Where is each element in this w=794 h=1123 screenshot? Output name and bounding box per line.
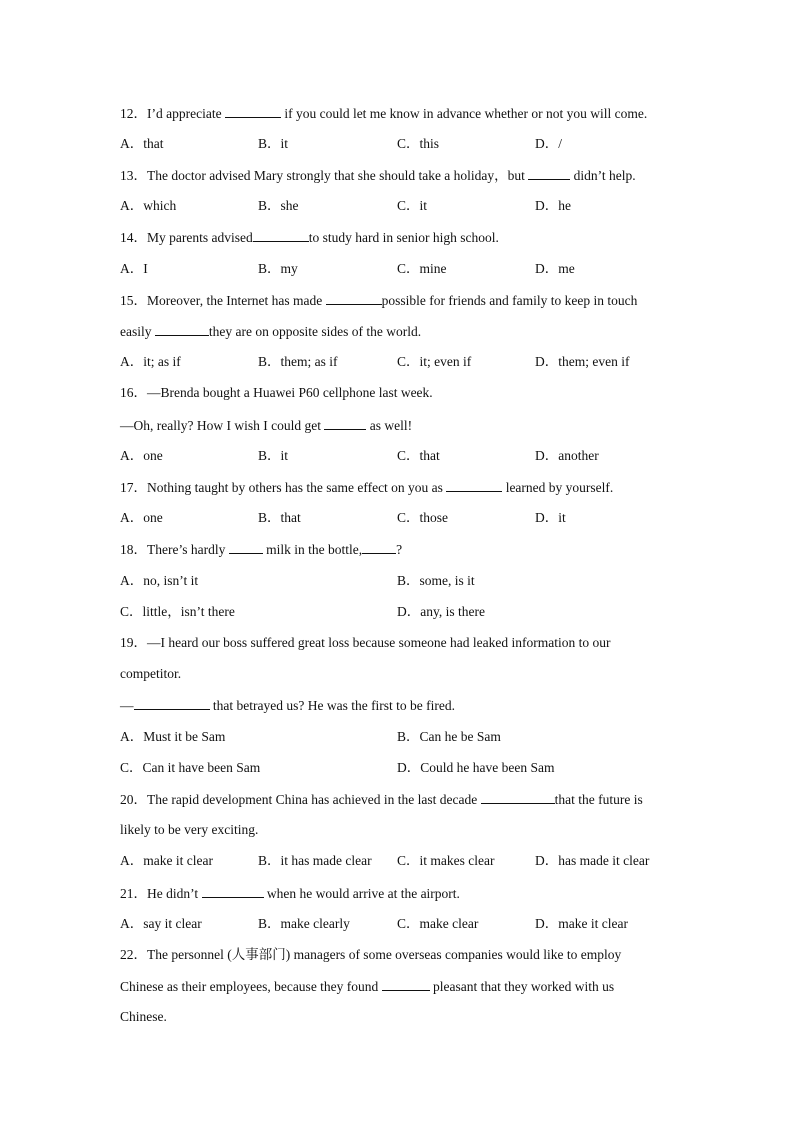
option-b: B．make clearly: [258, 916, 350, 931]
option-b: B．my: [258, 261, 298, 276]
question-16-stem-line-1: 16．—Brenda bought a Huawei P60 cellphone last week.: [120, 385, 433, 400]
option-d: D．them; even if: [535, 354, 630, 369]
option-b: B．that: [258, 510, 301, 525]
answer-blank: [225, 104, 281, 118]
question-22-stem-line-3: Chinese.: [120, 1009, 167, 1024]
question-12-stem: 12．I’d appreciate if you could let me know in advance whether or not you will come.: [120, 106, 648, 121]
question-15-stem-line-1: 15．Moreover, the Internet has made possible for friends and family to keep in touch: [120, 293, 638, 308]
option-d: D．another: [535, 448, 599, 463]
answer-blank: [481, 790, 555, 804]
option-a: A．no, isn’t it: [120, 573, 199, 588]
option-d: D．me: [535, 261, 575, 276]
option-a: A．I: [120, 261, 148, 276]
option-c: C．those: [397, 510, 449, 525]
question-21-stem: 21．He didn’t when he would arrive at the airport.: [120, 886, 460, 901]
question-19-stem-line-3: — that betrayed us? He was the first to be fired.: [120, 698, 456, 713]
answer-blank: [202, 884, 264, 898]
question-22-stem-line-2: Chinese as their employees, because they found pleasant that they worked with us: [120, 979, 615, 994]
option-c: C．this: [397, 136, 440, 151]
question-20-stem-line-2: likely to be very exciting.: [120, 822, 259, 837]
option-d: D．he: [535, 198, 571, 213]
question-20-stem-line-1: 20．The rapid development China has achieved in the last decade that the future is: [120, 792, 643, 807]
option-d: D．Could he have been Sam: [397, 760, 555, 775]
option-d: D．any, is there: [397, 604, 485, 619]
option-d: D．has made it clear: [535, 853, 650, 868]
question-18-stem: 18．There’s hardly milk in the bottle, ?: [120, 542, 403, 557]
answer-blank: [362, 540, 396, 554]
option-c: C．that: [397, 448, 440, 463]
option-c: C．make clear: [397, 916, 479, 931]
answer-blank: [324, 416, 366, 430]
answer-blank: [382, 977, 430, 991]
question-14-stem: 14．My parents advised to study hard in senior high school.: [120, 230, 499, 245]
option-a: A．it; as if: [120, 354, 181, 369]
question-15-stem-line-2: easily they are on opposite sides of the world.: [120, 324, 422, 339]
option-d: D．/: [535, 136, 562, 151]
option-d: D．make it clear: [535, 916, 628, 931]
option-a: A．that: [120, 136, 164, 151]
answer-blank: [134, 696, 210, 710]
answer-blank: [229, 540, 263, 554]
option-c: C．it makes clear: [397, 853, 495, 868]
option-b: B．them; as if: [258, 354, 338, 369]
option-a: A．one: [120, 448, 163, 463]
answer-blank: [446, 478, 502, 492]
answer-blank: [326, 291, 382, 305]
option-a: A．say it clear: [120, 916, 202, 931]
option-b: B．she: [258, 198, 299, 213]
option-d: D．it: [535, 510, 566, 525]
option-a: A．which: [120, 198, 177, 213]
option-b: B．it has made clear: [258, 853, 372, 868]
option-c: C．Can it have been Sam: [120, 760, 261, 775]
option-b: B．some, is it: [397, 573, 475, 588]
question-19-stem-line-2: competitor.: [120, 666, 182, 681]
option-a: A．one: [120, 510, 163, 525]
question-22-stem-line-1: 22．The personnel (人事部门) managers of some overseas companies would like to employ: [120, 947, 622, 962]
option-c: C．it; even if: [397, 354, 472, 369]
option-a: A．make it clear: [120, 853, 213, 868]
option-c: C．it: [397, 198, 428, 213]
answer-blank: [155, 322, 209, 336]
question-19-stem-line-1: 19．—I heard our boss suffered great loss because someone had leaked information to our: [120, 635, 611, 650]
question-17-stem: 17．Nothing taught by others has the same effect on you as learned by yourself.: [120, 480, 614, 495]
option-c: C．little，isn’t there: [120, 604, 235, 619]
option-b: B．it: [258, 448, 289, 463]
question-16-stem-line-2: —Oh, really? How I wish I could get as well!: [120, 418, 413, 433]
question-13-stem: 13．The doctor advised Mary strongly that she should take a holiday，but didn’t help.: [120, 168, 636, 183]
option-b: B．it: [258, 136, 289, 151]
answer-blank: [253, 228, 309, 242]
option-c: C．mine: [397, 261, 447, 276]
option-b: B．Can he be Sam: [397, 729, 501, 744]
option-a: A．Must it be Sam: [120, 729, 226, 744]
answer-blank: [528, 166, 570, 180]
